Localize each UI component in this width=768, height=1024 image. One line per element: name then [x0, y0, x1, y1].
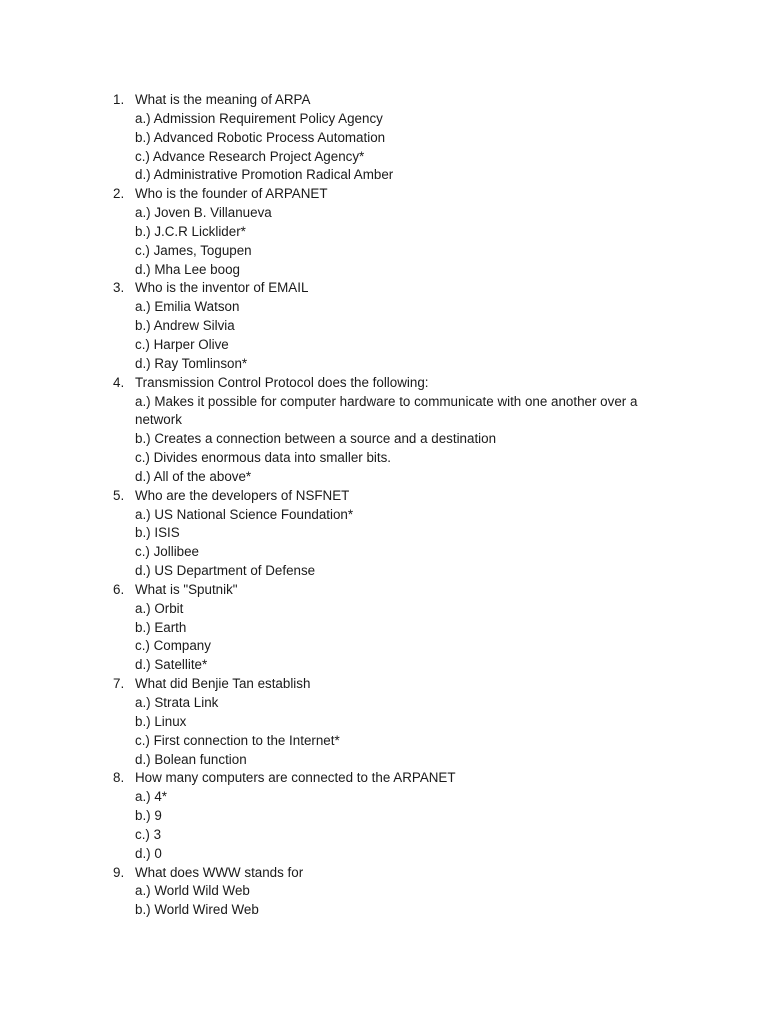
question-text: What is the meaning of ARPA [135, 92, 311, 107]
answer-options [135, 694, 668, 769]
question-item [108, 374, 668, 487]
answer-options [135, 506, 668, 581]
question-number: 8. [113, 770, 125, 786]
question-item [108, 487, 668, 581]
question-number: 9. [113, 864, 125, 880]
answer-option: d.) Satellite* [135, 657, 208, 673]
question-number: 2. [113, 186, 125, 202]
question-item [108, 864, 668, 921]
answer-options [135, 788, 668, 863]
answer-option: b.) Earth [135, 619, 187, 635]
answer-options [135, 882, 668, 920]
question-item [108, 279, 668, 373]
answer-option: a.) Joven B. Villanueva [135, 205, 272, 221]
question-item [108, 769, 668, 863]
question-item [108, 675, 668, 769]
answer-option: d.) Ray Tomlinson* [135, 355, 248, 371]
answer-option: c.) Company [135, 638, 211, 654]
question-text: What did Benjie Tan establish [135, 676, 311, 692]
question-number: 7. [113, 676, 125, 692]
question-number: 3. [113, 280, 125, 296]
question-text: Who are the developers of NSFNET [135, 487, 350, 503]
answer-option: b.) Linux [135, 713, 187, 729]
answer-option: a.) Emilia Watson [135, 299, 240, 315]
answer-option: a.) Makes it possible for computer hardware to communicate with one another over a network [135, 393, 638, 428]
question-number: 1. [113, 92, 125, 107]
question-item [108, 185, 668, 279]
question-text: Transmission Control Protocol does the following: [135, 374, 429, 390]
answer-option: a.) Orbit [135, 600, 184, 616]
answer-option: a.) US National Science Foundation* [135, 506, 354, 522]
answer-option: b.) Creates a connection between a source and a destination [135, 431, 497, 447]
answer-option: c.) Harper Olive [135, 336, 229, 352]
question-item [108, 581, 668, 675]
answer-option: c.) James, Togupen [135, 242, 252, 258]
answer-option: c.) Jollibee [135, 544, 200, 560]
answer-option: b.) J.C.R Licklider* [135, 223, 246, 239]
question-number: 6. [113, 581, 125, 597]
answer-options [135, 393, 668, 487]
answer-option: d.) Bolean function [135, 751, 247, 767]
question-text: What does WWW stands for [135, 864, 304, 880]
question-text: How many computers are connected to the ARPANET [135, 770, 456, 786]
answer-option: a.) Admission Requirement Policy Agency [135, 110, 383, 126]
answer-option: d.) Administrative Promotion Radical Amber [135, 167, 394, 183]
question-text: What is "Sputnik" [135, 581, 238, 597]
answer-option: b.) 9 [135, 808, 162, 824]
question-item [108, 91, 668, 185]
answer-option: c.) Divides enormous data into smaller bits. [135, 450, 392, 466]
answer-option: a.) World Wild Web [135, 883, 250, 899]
answer-option: a.) Strata Link [135, 695, 219, 710]
answer-option: d.) All of the above* [135, 468, 252, 484]
answer-options [135, 298, 668, 373]
answer-options [135, 110, 668, 185]
question-number: 5. [113, 487, 125, 503]
answer-option: c.) First connection to the Internet* [135, 732, 340, 748]
answer-option: a.) 4* [135, 789, 168, 805]
question-text: Who is the founder of ARPANET [135, 186, 328, 202]
answer-options [135, 600, 668, 675]
answer-option: b.) World Wired Web [135, 902, 259, 918]
answer-option: c.) 3 [135, 826, 162, 842]
answer-option: d.) 0 [135, 845, 162, 861]
answer-option: b.) Andrew Silvia [135, 318, 235, 334]
question-text: Who is the inventor of EMAIL [135, 280, 309, 296]
answer-option: b.) ISIS [135, 525, 180, 541]
answer-options [135, 204, 668, 279]
answer-option: c.) Advance Research Project Agency* [135, 148, 365, 164]
answer-option: b.) Advanced Robotic Process Automation [135, 129, 386, 145]
answer-option: d.) US Department of Defense [135, 563, 316, 579]
answer-option: d.) Mha Lee boog [135, 261, 240, 277]
quiz-question-list [108, 91, 668, 920]
question-number: 4. [113, 374, 125, 390]
